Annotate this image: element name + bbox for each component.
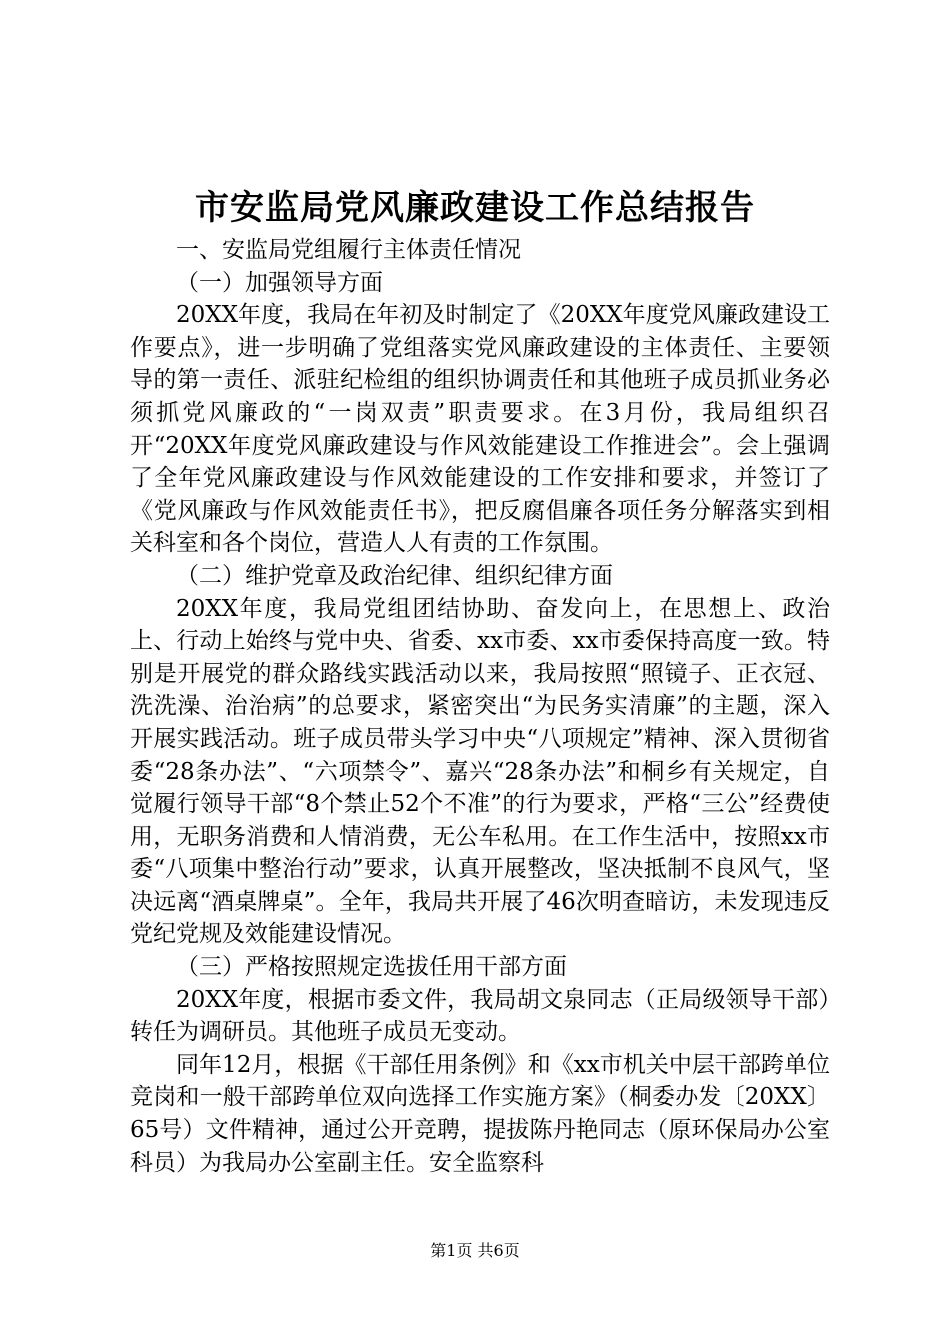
subsection-heading: （二）维护党章及政治纪律、组织纪律方面	[176, 562, 613, 589]
section-heading: 一、安监局党组履行主体责任情况	[176, 237, 521, 263]
document-title: 市安监局党风廉政建设工作总结报告	[195, 188, 755, 228]
body-paragraph: 20XX年度，我局党组团结协助、奋发向上，在思想上、政治上、行动上始终与党中央、省委、xx市委、xx市委保持高度一致。特别是开展党的群众路线实践活动以来，我局按照“照镜子、正衣冠、洗洗澡、治治病”的总要求，紧密突出“为民务实清廉”的主题，深入开展实践活动。班子成员带头学习中央“八项规定”精神、深入贯彻省委“28条办法”、“六项禁令”、嘉兴“28条办法”和桐乡有关规定，自觉履行领导干部“8个禁止52个不准”的行为要求，严格“三公”经费使用，无职务消费和人情消费，无公车私用。在工作生活中，按照xx市委“八项集中整治行动”要求，认真开展整改，坚决抵制不良风气，坚决远离“酒桌牌桌”。全年，我局共开展了46次明查暗访，未发现违反党纪党规及效能建设情况。	[130, 595, 830, 948]
body-paragraph: 同年12月，根据《干部任用条例》和《xx市机关中层干部跨单位竞岗和一般干部跨单位双向选择工作实施方案》（桐委办发〔20XX〕65号）文件精神，通过公开竞聘，提拔陈丹艳同志（原环保局办公室科员）为我局办公室副主任。安全监察科	[130, 1051, 830, 1176]
page-number-footer: 第1页 共6页	[430, 1241, 520, 1260]
body-paragraph: 20XX年度，我局在年初及时制定了《20XX年度党风廉政建设工作要点》，进一步明确了党组落实党风廉政建设的主体责任、主要领导的第一责任、派驻纪检组的组织协调责任和其他班子成员抓业务必须抓党风廉政的“一岗双责”职责要求。在3月份，我局组织召开“20XX年度党风廉政建设与作风效能建设工作推进会”。会上强调了全年党风廉政建设与作风效能建设的工作安排和要求，并签订了《党风廉政与作风效能责任书》，把反腐倡廉各项任务分解落实到相关科室和各个岗位，营造人人有责的工作氛围。	[130, 302, 830, 557]
body-paragraph: 20XX年度，根据市委文件，我局胡文泉同志（正局级领导干部）转任为调研员。其他班子成员无变动。	[130, 986, 830, 1046]
subsection-heading: （三）严格按照规定选拔任用干部方面	[176, 954, 567, 981]
document-body	[130, 234, 830, 1179]
subsection-heading: （一）加强领导方面	[176, 269, 383, 296]
